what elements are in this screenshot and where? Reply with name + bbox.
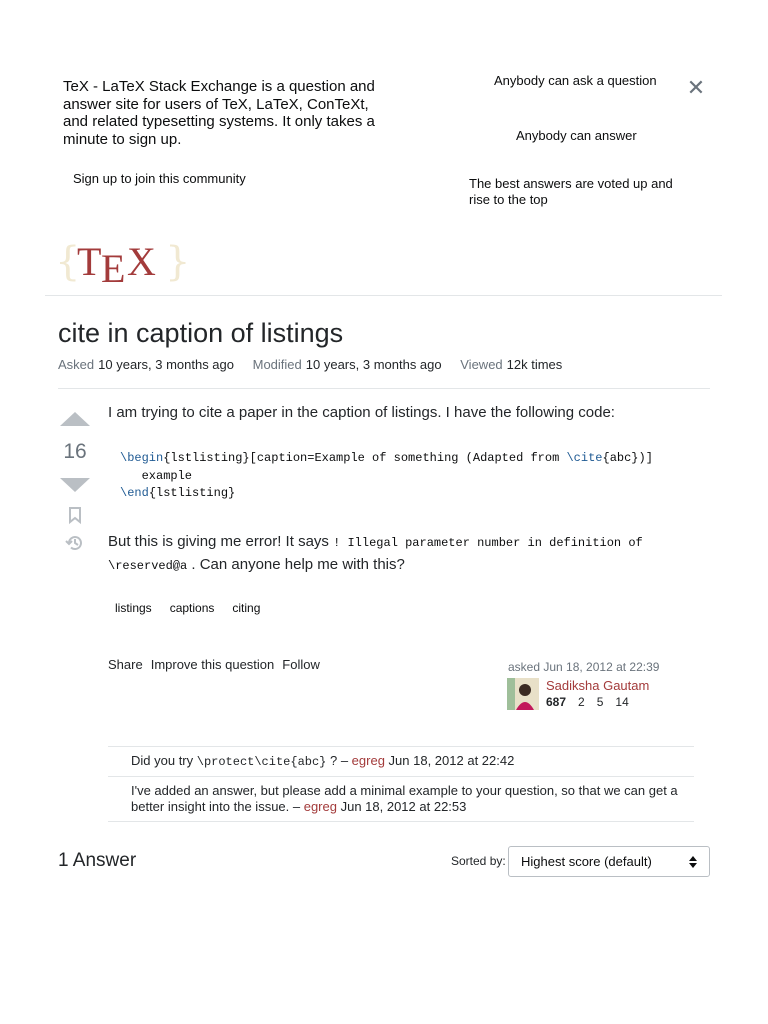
- tag-captions[interactable]: captions: [163, 597, 222, 619]
- user-card: [507, 660, 687, 710]
- question-meta: [58, 357, 577, 372]
- title-divider: [58, 388, 710, 389]
- bookmark-icon[interactable]: [67, 506, 83, 524]
- comment-text: Did you try: [131, 753, 197, 768]
- upvote-icon[interactable]: [59, 411, 91, 427]
- question-body-error: [108, 531, 668, 577]
- share-link[interactable]: Share: [108, 657, 143, 672]
- downvote-icon[interactable]: [59, 477, 91, 493]
- comment-list: [108, 746, 694, 822]
- improve-question-link[interactable]: Improve this question: [150, 657, 275, 672]
- code-keyword: \begin: [120, 451, 164, 465]
- modified-value[interactable]: 10 years, 3 months ago: [305, 357, 442, 372]
- history-icon[interactable]: [65, 533, 85, 553]
- code-text: {lstlisting}: [148, 486, 236, 500]
- modified-label: Modified: [252, 357, 302, 372]
- follow-link[interactable]: Follow: [282, 657, 320, 672]
- sort-arrows-icon: [689, 855, 697, 869]
- site-logo[interactable]: [55, 239, 191, 291]
- comment-code: \protect\cite{abc}: [196, 755, 327, 769]
- code-block: [120, 450, 653, 503]
- question-body-intro: I am trying to cite a paper in the caption of listings. I have the following code:: [108, 404, 615, 421]
- comment-text: I've added an answer, but please add a minimal example to your question, so that we can get a better insight into the issue. –: [131, 783, 678, 814]
- answers-count: 1 Answer: [58, 850, 137, 871]
- svg-text:X: X: [127, 239, 156, 284]
- code-text: example: [120, 468, 193, 483]
- sort-select[interactable]: [508, 846, 710, 877]
- gold-badges: 2: [578, 695, 585, 709]
- tag-list: [108, 597, 267, 619]
- code-text: {abc})]: [602, 451, 653, 465]
- user-stats: [546, 695, 649, 709]
- sort-label: Sorted by:: [451, 854, 506, 868]
- vote-score: 16: [63, 440, 87, 463]
- svg-text:E: E: [101, 246, 126, 291]
- signup-banner-text: TeX - LaTeX Stack Exchange is a question and answer site for users of TeX, LaTeX, ConTeXt, and related typesetting systems. It only takes a minute to sign up.: [63, 78, 375, 148]
- comment-text: ? –: [326, 753, 352, 768]
- reputation: 687: [546, 695, 567, 709]
- bronze-badges: 14: [615, 695, 629, 709]
- error-code: ! Illegal parameter number in definition of \reserved@a: [108, 536, 643, 573]
- comment: [108, 746, 694, 776]
- error-text-b: . Can anyone help me with this?: [187, 556, 405, 573]
- close-icon[interactable]: ✕: [686, 75, 706, 100]
- comment-date[interactable]: Jun 18, 2012 at 22:53: [340, 799, 467, 814]
- svg-text:{: {: [55, 239, 81, 285]
- sort-value: Highest score (default): [521, 854, 652, 869]
- tag-listings[interactable]: listings: [108, 597, 159, 619]
- feature-vote: The best answers are voted up and rise to the top: [469, 176, 673, 207]
- comment-date[interactable]: Jun 18, 2012 at 22:42: [388, 753, 515, 768]
- asked-timestamp[interactable]: asked Jun 18, 2012 at 22:39: [508, 660, 660, 674]
- tag-citing[interactable]: citing: [225, 597, 267, 619]
- feature-ask: Anybody can ask a question: [494, 73, 657, 88]
- comment: [108, 776, 694, 822]
- code-keyword: \cite: [566, 451, 603, 465]
- avatar[interactable]: [507, 678, 539, 710]
- viewed-value: 12k times: [506, 357, 563, 372]
- svg-text:}: }: [165, 239, 191, 285]
- post-actions: [108, 657, 320, 672]
- header-divider: [45, 295, 722, 296]
- comment-user[interactable]: egreg: [351, 753, 385, 768]
- signup-link[interactable]: Sign up to join this community: [73, 171, 246, 186]
- svg-text:T: T: [77, 239, 102, 284]
- user-name[interactable]: Sadiksha Gautam: [546, 678, 650, 693]
- asked-value: 10 years, 3 months ago: [98, 357, 234, 372]
- error-text-a: But this is giving me error! It says: [108, 533, 334, 550]
- question-title[interactable]: cite in caption of listings: [58, 318, 344, 348]
- comment-user[interactable]: egreg: [303, 799, 337, 814]
- asked-label: Asked: [58, 357, 95, 372]
- code-text: {lstlisting}[caption=Example of something (Adapted from: [163, 451, 567, 465]
- silver-badges: 5: [596, 695, 604, 709]
- feature-answer: Anybody can answer: [516, 128, 637, 143]
- code-keyword: \end: [120, 486, 149, 500]
- viewed-label: Viewed: [460, 357, 503, 372]
